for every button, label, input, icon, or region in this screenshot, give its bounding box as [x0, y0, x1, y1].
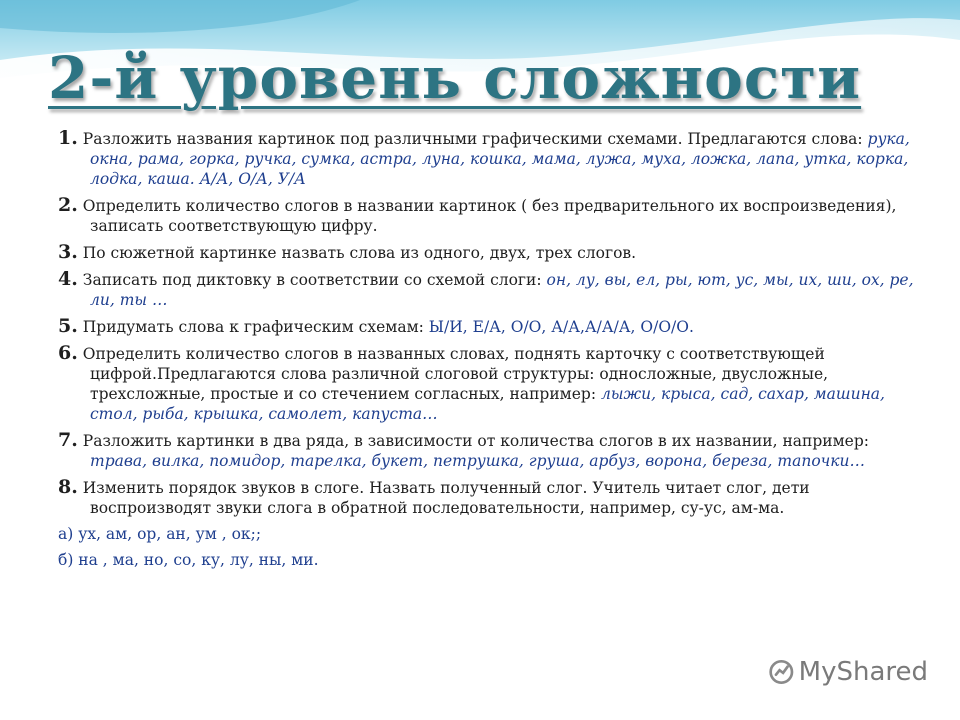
- task-text: Записать под диктовку в соответствии со схемой слоги:: [82, 271, 547, 289]
- task-number: 2.: [58, 194, 78, 216]
- task-item-1: [58, 128, 918, 189]
- task-text: Разложить картинки в два ряда, в зависимости от количества слогов в их названии, например:: [82, 432, 869, 450]
- myshared-logo-icon: [768, 657, 795, 687]
- task-text: Разложить названия картинок под различными графическими схемами. Предлагаются слова:: [82, 130, 868, 148]
- task-number: 3.: [58, 241, 78, 263]
- page-title: 2-й уровень сложности: [48, 44, 862, 112]
- task-number: 1.: [58, 127, 78, 149]
- task-number: 6.: [58, 342, 78, 364]
- task-number: 8.: [58, 476, 78, 498]
- task-examples: лыжи, крыса, сад, сахар, машина, стол, рыба, крышка, самолет, капуста…: [90, 385, 885, 423]
- task-list: [58, 128, 918, 576]
- task-examples: трава, вилка, помидор, тарелка, букет, петрушка, груша, арбуз, ворона, береза, тапочки…: [90, 452, 866, 470]
- task-examples: Ы/И, Е/А, О/О, А/А,А/А/А, О/О/О.: [428, 318, 694, 336]
- task-text: Определить количество слогов в названных словах, поднять карточку с соответствующей цифрой.Предлагаются слова различной слоговой структуры: односложные, двусложные, трехсложные, простые и со стечением согласных, например:: [82, 345, 829, 403]
- task-item-8: [58, 477, 918, 518]
- myshared-logo: [768, 654, 928, 690]
- task-item-2: [58, 195, 918, 236]
- task-examples: он, лу, вы, ел, ры, ют, ус, мы, их, ши, ох, ре, ли, ты …: [90, 271, 914, 309]
- task-number: 5.: [58, 315, 78, 337]
- task-item-5: [58, 316, 918, 337]
- task-examples: рука, окна, рама, горка, ручка, сумка, астра, луна, кошка, мама, лужа, муха, ложка, лапа, утка, корка, лодка, каша. А/А, О/А, У/А: [90, 130, 910, 188]
- task-number: 4.: [58, 268, 78, 290]
- task-text: Определить количество слогов в названии картинок ( без предварительного их воспроизведения), записать соответствующую цифру.: [82, 197, 897, 235]
- task-text: По сюжетной картинке назвать слова из одного, двух, трех слогов.: [82, 244, 637, 262]
- task-item-3: [58, 242, 918, 263]
- task-item-7: [58, 430, 918, 471]
- myshared-logo-text: MyShared: [798, 657, 928, 687]
- task-item-6: [58, 343, 918, 424]
- task-text: Изменить порядок звуков в слоге. Назвать полученный слог. Учитель читает слог, дети воспроизводят звуки слога в обратной последовательности, например, су-ус, ам-ма.: [82, 479, 810, 517]
- task-number: 7.: [58, 429, 78, 451]
- task-item-4: [58, 269, 918, 310]
- syllable-line-b: б) на , ма, но, со, ку, лу, ны, ми.: [58, 551, 319, 569]
- task-text: Придумать слова к графическим схемам:: [82, 318, 429, 336]
- syllable-line-a: а) ух, ам, ор, ан, ум , ок;;: [58, 525, 262, 543]
